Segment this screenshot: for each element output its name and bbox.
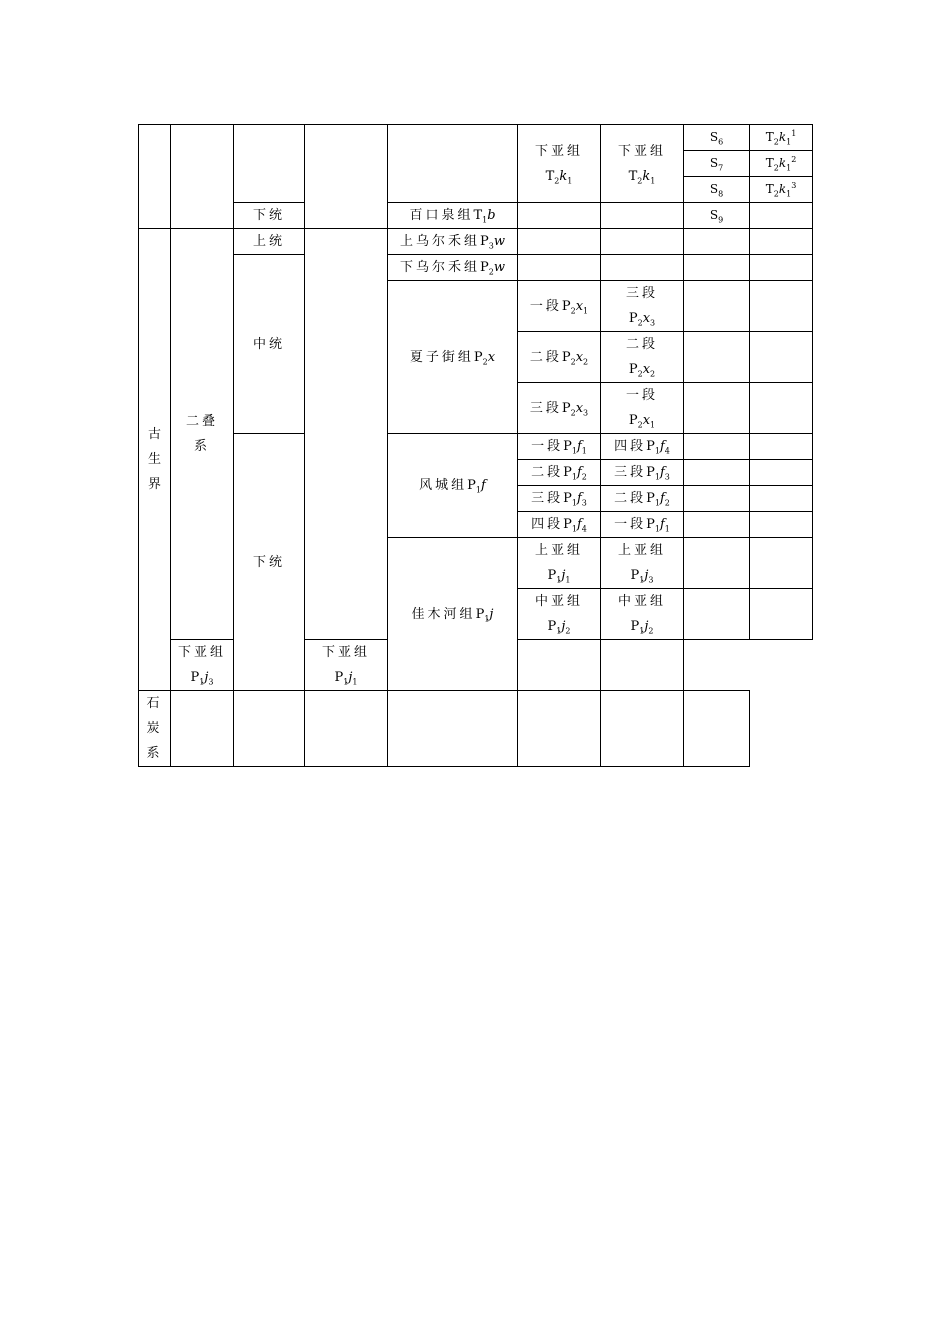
xiazijie-seg3-left: 三段$P_2x_3$ [518,383,601,434]
empty-cell [601,255,684,281]
series-upper: 上统 [234,229,305,255]
layer-s6: $S_6$ [684,125,750,151]
fengcheng-seg2-left: 二段$P_1f_2$ [518,460,601,486]
symbol: $T_2k_1$ [628,168,656,186]
fengcheng-seg4-right: 四段$P_1f_4$ [601,434,684,460]
layer-s8: $S_8$ [684,177,750,203]
formation-lower-wuerhe: 下乌尔禾组$P_2w$ [388,255,518,281]
layer-s7: $S_7$ [684,151,750,177]
empty-cell [750,383,813,434]
empty-cell [305,691,388,767]
formation-cell-top [388,125,518,203]
empty-cell [684,229,750,255]
xiazijie-seg2-right: 二段 $P_2x_2$ [601,332,684,383]
system-cell-top [171,125,234,229]
empty-cell [750,434,813,460]
empty-cell [684,281,750,332]
empty-cell [684,383,750,434]
layer-t2k1-2: $T_2k_1^2$ [750,151,813,177]
xiazijie-seg3-right: 三段 $P_2x_3$ [601,281,684,332]
layer-t2k1-1: $T_2k_1^1$ [750,125,813,151]
empty-cell [601,203,684,229]
empty-cell [684,691,750,767]
era-paleozoic: 古 生 界 [139,229,171,691]
formation-fengcheng: 风城组$P_1f$ [388,434,518,538]
formation-upper-wuerhe: 上乌尔禾组$P_3w$ [388,229,518,255]
jiamuhe-upper-right: 上亚组 $P_1j_3$ [601,538,684,589]
empty-cell [684,512,750,538]
karamay-lower-subgroup-c2: 下亚组 $T_2k_1$ [601,125,684,203]
empty-cell [750,460,813,486]
jiamuhe-lower-right: 下亚组 $P_1j_1$ [305,640,388,691]
empty-cell [601,229,684,255]
fengcheng-seg2-right: 二段$P_1f_2$ [601,486,684,512]
system-carboniferous: 石炭 系 [139,691,171,767]
empty-cell [750,589,813,640]
xiazijie-seg1-left: 一段$P_2x_1$ [518,281,601,332]
empty-cell [601,691,684,767]
empty-cell [750,332,813,383]
empty-cell [750,281,813,332]
jiamuhe-middle-right: 中亚组 $P_1j_2$ [601,589,684,640]
empty-cell [684,332,750,383]
col4-cell-top [305,125,388,229]
fengcheng-seg3-left: 三段$P_1f_3$ [518,486,601,512]
fengcheng-seg3-right: 三段$P_1f_3$ [601,460,684,486]
empty-cell [601,640,684,691]
col4-cell-permian [305,229,388,640]
layer-s9: $S_9$ [684,203,750,229]
stratigraphy-table [138,124,813,767]
series-lower-permian: 下统 [234,434,305,691]
fengcheng-seg1-left: 一段$P_1f_1$ [518,434,601,460]
empty-cell [750,486,813,512]
series-lower-triassic: 下统 [234,203,305,229]
jiamuhe-upper-left: 上亚组 $P_1j_1$ [518,538,601,589]
empty-cell [518,640,601,691]
empty-cell [684,460,750,486]
era-cell-top [139,125,171,229]
empty-cell [750,203,813,229]
jiamuhe-lower-left: 下亚组 $P_1j_3$ [171,640,234,691]
empty-cell [684,486,750,512]
series-middle: 中统 [234,255,305,434]
empty-cell [518,691,601,767]
empty-cell [171,691,234,767]
empty-cell [684,589,750,640]
symbol: $T_2k_1$ [545,168,573,186]
system-permian: 二叠 系 [171,229,234,640]
karamay-lower-subgroup-c1: 下亚组 $T_2k_1$ [518,125,601,203]
jiamuhe-middle-left: 中亚组 $P_1j_2$ [518,589,601,640]
empty-cell [518,229,601,255]
empty-cell [518,255,601,281]
formation-baikouquan: 百口泉组$T_1b$ [388,203,518,229]
xiazijie-seg2-left: 二段$P_2x_2$ [518,332,601,383]
formation-jiamuhe: 佳木河组$P_1j$ [388,538,518,691]
empty-cell [518,203,601,229]
empty-cell [750,512,813,538]
formation-xiazijie: 夏子街组$P_2x$ [388,281,518,434]
empty-cell [684,538,750,589]
empty-cell [684,434,750,460]
series-cell-top [234,125,305,203]
fengcheng-seg1-right: 一段$P_1f_1$ [601,512,684,538]
empty-cell [750,538,813,589]
xiazijie-seg1-right: 一段 $P_2x_1$ [601,383,684,434]
empty-cell [684,255,750,281]
empty-cell [750,229,813,255]
layer-t2k1-3: $T_2k_1^3$ [750,177,813,203]
fengcheng-seg4-left: 四段$P_1f_4$ [518,512,601,538]
empty-cell [234,691,305,767]
empty-cell [750,255,813,281]
empty-cell [388,691,518,767]
